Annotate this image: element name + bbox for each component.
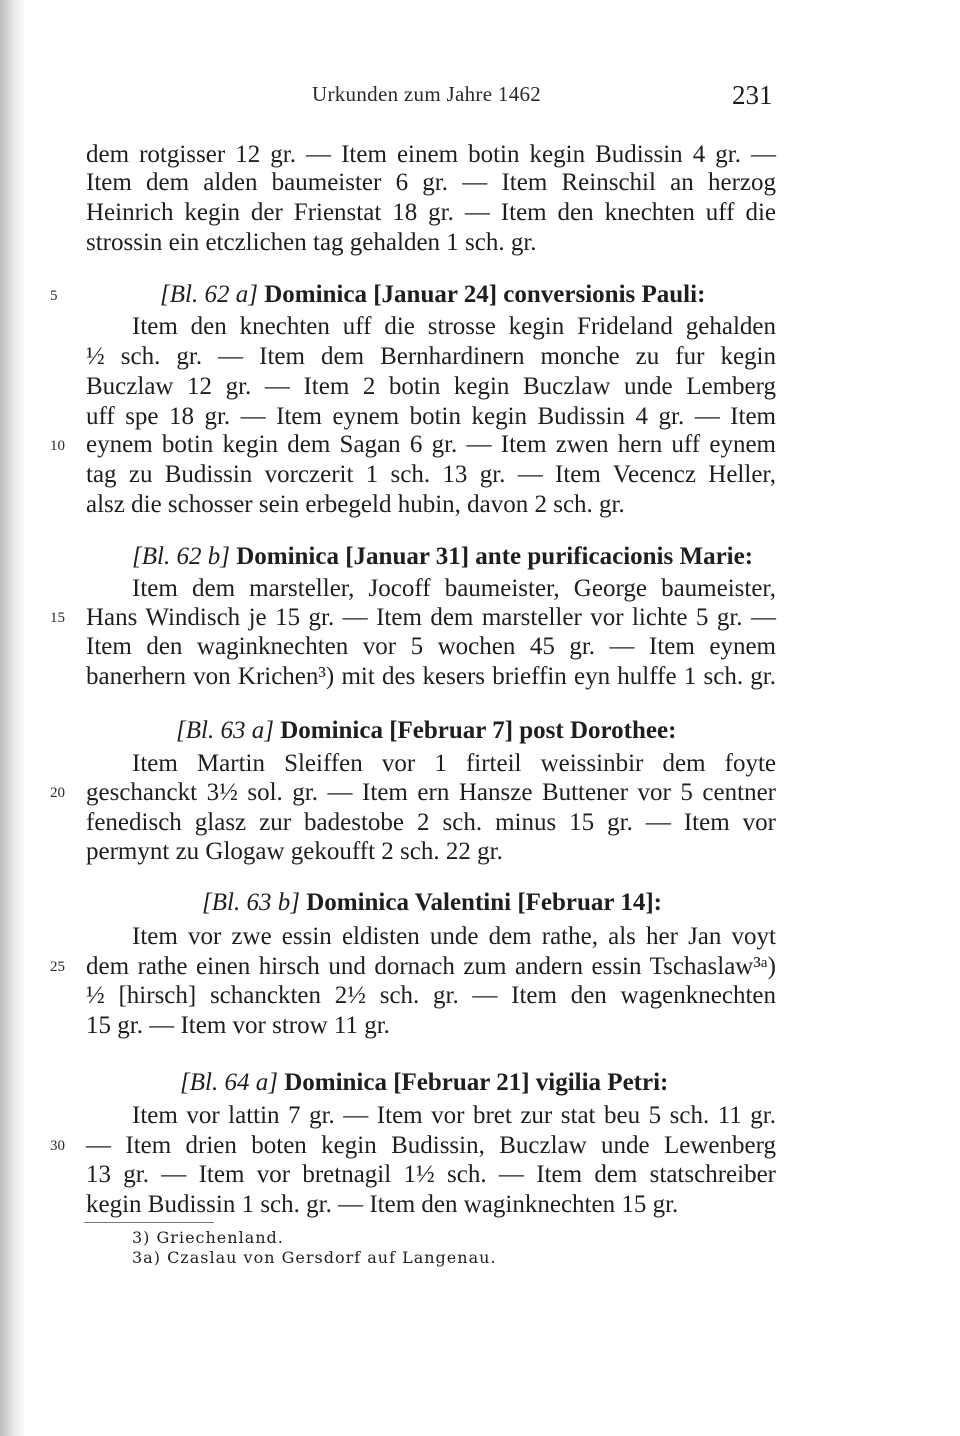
footnote-text: Griechenland.	[156, 1228, 284, 1247]
section-heading	[160, 280, 800, 310]
text-line: permynt zu Glogaw gekoufft 2 sch. 22 gr.	[86, 838, 503, 865]
text-line: Item vor zwe essin eldisten unde dem rathe, als her Jan voyt	[132, 923, 776, 950]
folio-reference: [Bl. 62 a]	[160, 281, 258, 308]
text-line: Item vor lattin 7 gr. — Item vor bret zur stat beu 5 sch. 11 gr.	[132, 1102, 776, 1129]
text-line: dem rathe einen hirsch und dornach zum andern essin Tschaslaw³ᵃ)	[86, 953, 776, 980]
footnote	[132, 1248, 497, 1268]
text-line: 15 gr. — Item vor strow 11 gr.	[86, 1012, 390, 1039]
text-line: — Item drien boten kegin Budissin, Buczlaw unde Lewenberg	[86, 1132, 776, 1159]
text-line: Heinrich kegin der Frienstat 18 gr. — Item den knechten uff die	[86, 199, 776, 226]
section-heading	[180, 1068, 820, 1098]
line-number: 10	[50, 438, 65, 454]
text-line: ½ sch. gr. — Item dem Bernhardinern monche zu fur kegin	[86, 343, 776, 370]
section-heading	[202, 888, 842, 918]
footnote	[132, 1228, 284, 1248]
folio-reference: [Bl. 62 b]	[132, 543, 230, 570]
footnote-rule	[84, 1222, 214, 1223]
heading-text: Dominica [Januar 31] ante purificacionis Marie:	[236, 543, 754, 570]
text-line: Item den waginknechten vor 5 wochen 45 gr. — Item eynem	[86, 633, 776, 660]
text-line: geschanckt 3½ sol. gr. — Item ern Hansze Buttener vor 5 centner	[86, 779, 776, 806]
heading-text: Dominica [Februar 21] vigilia Petri:	[284, 1069, 669, 1096]
text-line: uff spe 18 gr. — Item eynem botin kegin Budissin 4 gr. — Item	[86, 403, 776, 430]
line-number: 20	[50, 785, 65, 801]
text-line: strossin ein etczlichen tag gehalden 1 sch. gr.	[86, 229, 537, 256]
heading-text: Dominica [Januar 24] conversionis Pauli:	[264, 281, 706, 308]
folio-reference: [Bl. 63 b]	[202, 889, 300, 916]
heading-text: Dominica [Februar 7] post Dorothee:	[280, 717, 677, 744]
text-line: Item den knechten uff die strosse kegin Frideland gehalden	[132, 313, 776, 340]
section-heading	[176, 716, 816, 746]
page-edge-shadow	[0, 0, 26, 1436]
line-number: 15	[50, 610, 65, 626]
text-line: fenedisch glasz zur badestobe 2 sch. minus 15 gr. — Item vor	[86, 809, 776, 836]
text-line: Item dem alden baumeister 6 gr. — Item Reinschil an herzog	[86, 169, 776, 196]
page-number: 231	[732, 80, 773, 110]
text-line: Item Martin Sleiffen vor 1 firteil weissinbir dem foyte	[132, 750, 776, 777]
footnote-mark: 3)	[132, 1228, 151, 1247]
folio-reference: [Bl. 63 a]	[176, 717, 274, 744]
text-line: banerhern von Krichen³) mit des kesers brieffin eyn hulffe 1 sch. gr.	[86, 663, 776, 690]
text-line: alsz die schosser sein erbegeld hubin, davon 2 sch. gr.	[86, 491, 625, 518]
text-line: eynem botin kegin dem Sagan 6 gr. — Item zwen hern uff eynem	[86, 431, 776, 458]
section-heading	[132, 542, 772, 572]
text-line: Item dem marsteller, Jocoff baumeister, George baumeister,	[132, 575, 776, 602]
folio-reference: [Bl. 64 a]	[180, 1069, 278, 1096]
text-line: tag zu Budissin vorczerit 1 sch. 13 gr. — Item Vecencz Heller,	[86, 461, 776, 488]
line-number: 30	[50, 1138, 65, 1154]
text-line: 13 gr. — Item vor bretnagil 1½ sch. — Item dem statschreiber	[86, 1161, 776, 1188]
footnote-mark: 3a)	[132, 1248, 161, 1267]
heading-text: Dominica Valentini [Februar 14]:	[306, 889, 662, 916]
running-head: Urkunden zum Jahre 1462	[312, 82, 542, 106]
text-line: ½ [hirsch] schanckten 2½ sch. gr. — Item den wagenknechten	[86, 982, 776, 1009]
text-line: Hans Windisch je 15 gr. — Item dem marsteller vor lichte 5 gr. —	[86, 604, 776, 631]
line-number: 5	[50, 288, 58, 304]
line-number: 25	[50, 959, 65, 975]
text-line: kegin Budissin 1 sch. gr. — Item den waginknechten 15 gr.	[86, 1191, 679, 1218]
footnote-text: Czaslau von Gersdorf auf Langenau.	[167, 1248, 497, 1267]
text-line: dem rotgisser 12 gr. — Item einem botin kegin Budissin 4 gr. —	[86, 141, 776, 168]
text-line: Buczlaw 12 gr. — Item 2 botin kegin Buczlaw unde Lemberg	[86, 373, 776, 400]
